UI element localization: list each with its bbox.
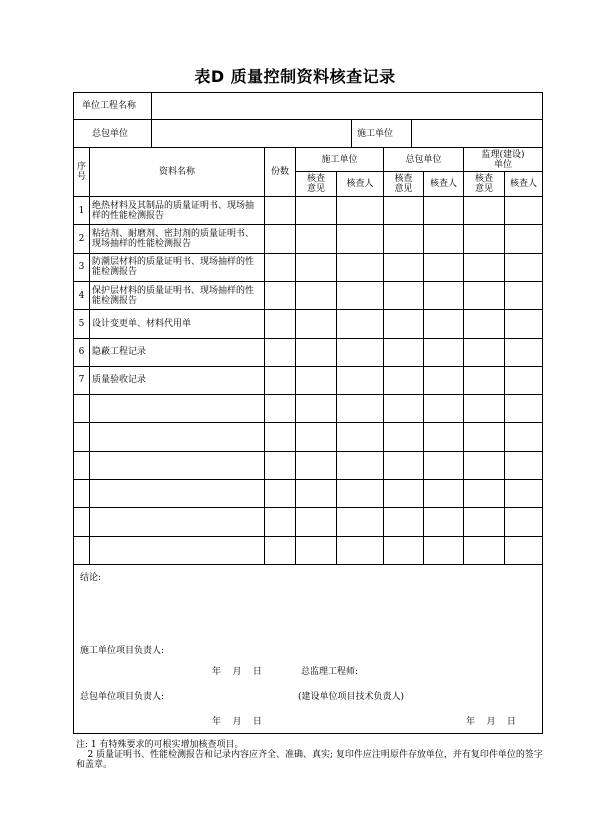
- row-number: [74, 395, 89, 422]
- row-number: 7: [78, 375, 85, 386]
- row-number: 3: [78, 262, 85, 273]
- row-item-name: [92, 537, 262, 564]
- col-opinion: 核查意见: [474, 174, 493, 194]
- owner-tech-lead-label: (建设单位项目技术负责人): [298, 692, 405, 702]
- record-table: [73, 92, 543, 734]
- row-item-name: 保护层材料的质量证明书、现场抽样的性能检测报告: [92, 285, 255, 306]
- construction-unit-value[interactable]: [416, 128, 536, 140]
- row-number: [74, 423, 89, 450]
- row-number: 1: [78, 205, 85, 216]
- col-checker: 核查人: [509, 179, 537, 189]
- row-number: 6: [78, 347, 85, 358]
- unit-project-label: 单位工程名称: [82, 101, 137, 111]
- row-number: 2: [78, 233, 85, 244]
- row-item-name: [92, 508, 262, 535]
- row-number: [74, 452, 89, 479]
- row-item-name: 绝热材料及其制品的质量证明书、现场抽样的性能检测报告: [92, 200, 255, 221]
- row-number: [74, 508, 89, 535]
- row-item-name: 粘结剂、耐磨剂、密封剂的质量证明书、现场抽样的性能检测报告: [92, 228, 255, 249]
- row-number: 5: [78, 318, 85, 329]
- col-name: 资料名称: [158, 167, 195, 177]
- col-supervision: 监理(建设)单位: [481, 149, 525, 170]
- col-seq: 序号: [76, 162, 86, 182]
- note-line-2: 2 质量证明书、性能检测报告和记录内容应齐全、准确、真实; 复印件应注明原件存放单位，并有复印件单位的签字和盖章。: [76, 750, 543, 770]
- col-opinion: 核查意见: [306, 174, 325, 194]
- row-item-name: [92, 395, 262, 422]
- row-item-name: [92, 452, 262, 479]
- col-opinion: 核查意见: [394, 174, 413, 194]
- date-2: 年 月 日: [212, 717, 262, 727]
- conclusion-label: 结论:: [80, 573, 102, 583]
- col-general: 总包单位: [405, 154, 442, 165]
- row-number: [74, 537, 89, 564]
- note-line-1: 注: 1 有特殊要求的可根实增加核查项目。: [76, 740, 244, 750]
- general-contractor-value[interactable]: [156, 128, 346, 140]
- construction-unit-label: 施工单位: [357, 128, 394, 139]
- row-item-name: 隐蔽工程记录: [92, 347, 147, 358]
- date-1: 年 月 日: [212, 667, 262, 677]
- row-item-name: 质量验收记录: [92, 375, 147, 386]
- row-item-name: [92, 480, 262, 507]
- chief-supervisor-label: 总监理工程师:: [301, 667, 359, 677]
- row-item-name: 设计变更单、材料代用单: [92, 318, 192, 329]
- col-construction: 施工单位: [321, 154, 358, 165]
- row-item-name: [92, 423, 262, 450]
- row-item-name: 防潮层材料的质量证明书、现场抽样的性能检测报告: [92, 257, 255, 278]
- construction-lead-label: 施工单位项目负责人:: [80, 646, 165, 656]
- general-contractor-label: 总包单位: [92, 128, 129, 139]
- row-number: [74, 480, 89, 507]
- col-copies: 份数: [270, 167, 289, 177]
- row-number: 4: [78, 290, 85, 301]
- unit-project-value[interactable]: [156, 101, 536, 113]
- col-checker: 核查人: [429, 179, 457, 189]
- date-3: 年 月 日: [466, 717, 516, 727]
- page-title: 表D 质量控制资料核查记录: [194, 67, 396, 86]
- general-lead-label: 总包单位项目负责人:: [80, 692, 165, 702]
- col-checker: 核查人: [346, 179, 374, 189]
